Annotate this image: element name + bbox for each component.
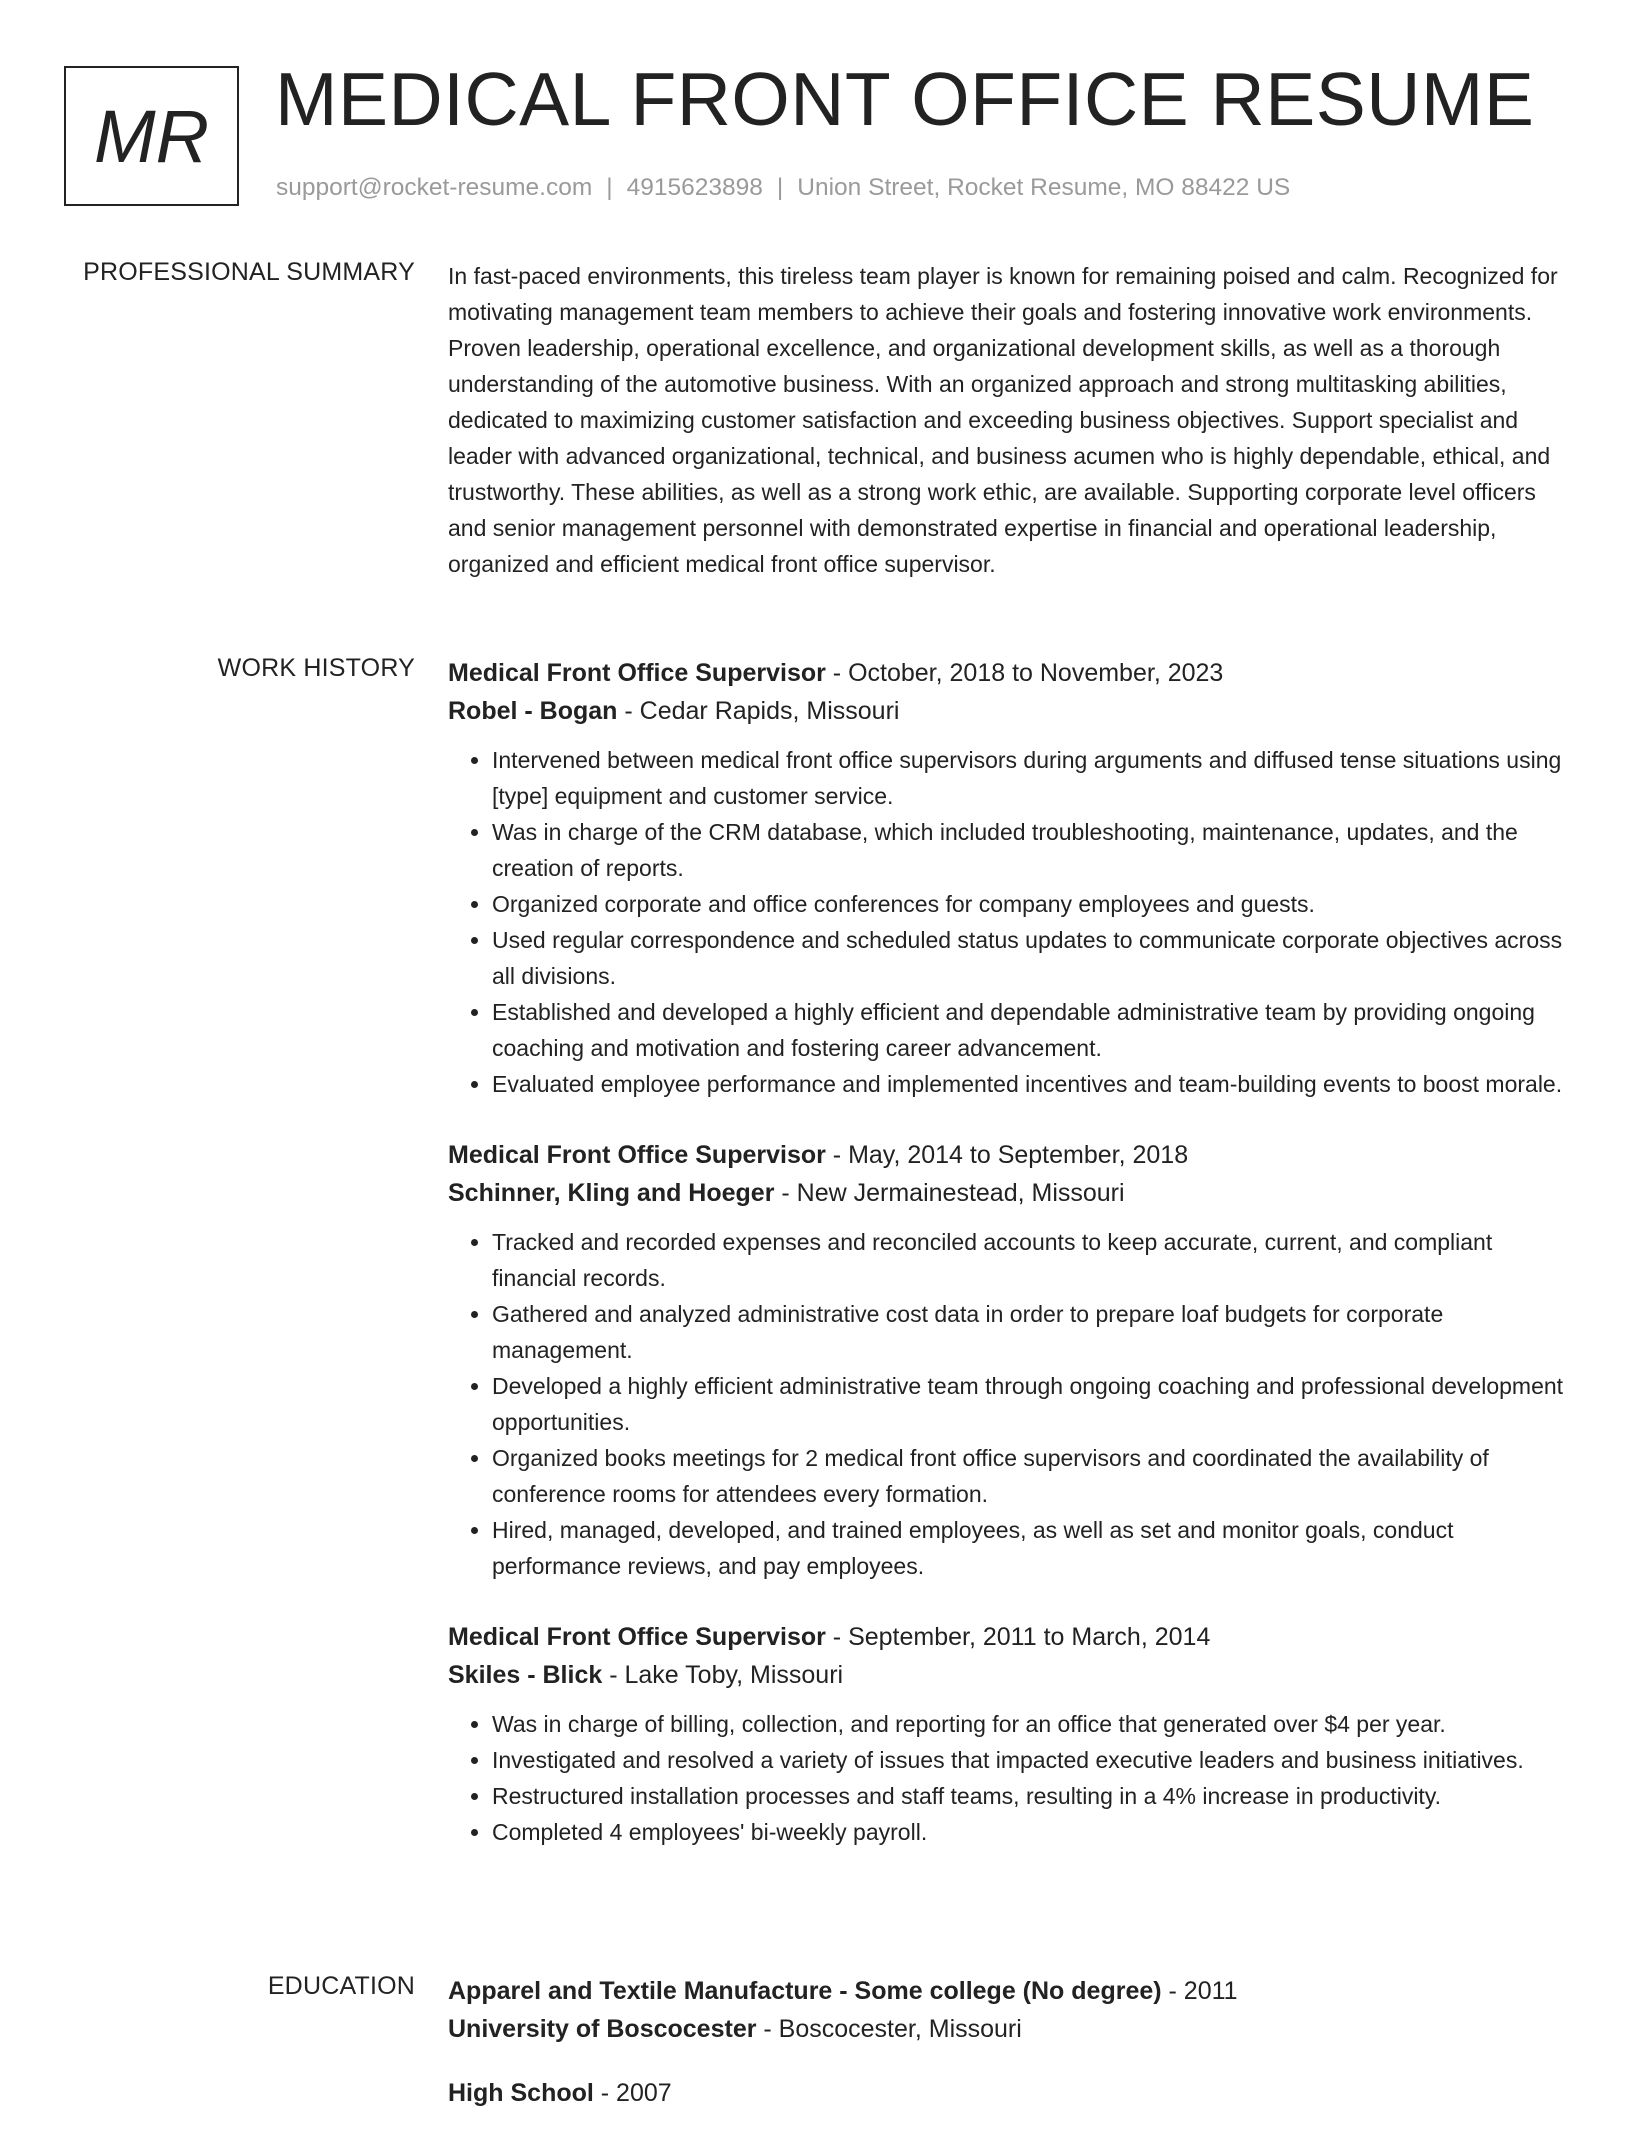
job-bullet: • Organized books meetings for 2 medical front office supervisors and coordinated the availability of conference rooms for attendees every formation. <box>492 1440 1570 1512</box>
job-company-line <box>448 1174 1570 1212</box>
contact-line <box>276 174 1290 202</box>
education-school-line <box>448 2010 1570 2048</box>
education-entry <box>448 2074 1570 2112</box>
job-company-line <box>448 692 1570 730</box>
job-title-line <box>448 1136 1570 1174</box>
education-degree-line <box>448 1972 1570 2010</box>
job-bullet: • Was in charge of billing, collection, and reporting for an office that generated over $4 per year. <box>492 1706 1570 1742</box>
contact-email[interactable]: support@rocket-resume.com <box>276 174 593 201</box>
contact-separator: | <box>606 174 613 201</box>
job-company-line <box>448 1656 1570 1694</box>
job-title: Medical Front Office Supervisor <box>448 1623 826 1651</box>
job-bullet: • Was in charge of the CRM database, which included troubleshooting, maintenance, updates, and the creation of reports. <box>492 814 1570 886</box>
job-bullet: • Established and developed a highly efficient and dependable administrative team by providing ongoing coaching and motivation and fostering career advancement. <box>492 994 1570 1066</box>
monogram-badge: MR <box>64 66 239 206</box>
education-degree-line <box>448 2074 1570 2112</box>
job-entry <box>448 1618 1570 1850</box>
summary-text: In fast-paced environments, this tireless team player is known for remaining poised and calm. Recognized for motivating management team members to achieve their goals and fostering innovative work environments. Proven leadership, operational excellence, and organizational development skills, as well as a thorough understanding of the automotive business. With an organized approach and strong multitasking abilities, dedicated to maximizing customer satisfaction and exceeding business objectives. Support specialist and leader with advanced organizational, technical, and business acumen who is highly dependable, ethical, and trustworthy. These abilities, as well as a strong work ethic, are available. Supporting corporate level officers and senior management personnel with demonstrated expertise in financial and operational leadership, organized and efficient medical front office supervisor. <box>448 263 1558 577</box>
job-bullet: • Investigated and resolved a variety of issues that impacted executive leaders and business initiatives. <box>492 1742 1570 1778</box>
job-company: Skiles - Blick <box>448 1661 603 1689</box>
job-bullet: • Tracked and recorded expenses and reconciled accounts to keep accurate, current, and compliant financial records. <box>492 1224 1570 1296</box>
education-entry <box>448 1972 1570 2048</box>
education-year: - 2007 <box>593 2079 672 2107</box>
section-label-summary: PROFESSIONAL SUMMARY <box>83 258 415 286</box>
job-bullets <box>448 742 1570 1102</box>
job-entry <box>448 1136 1570 1584</box>
job-location: - Cedar Rapids, Missouri <box>617 697 900 725</box>
contact-address: Union Street, Rocket Resume, MO 88422 US <box>797 174 1291 201</box>
job-title: Medical Front Office Supervisor <box>448 659 826 687</box>
job-dates: - October, 2018 to November, 2023 <box>825 659 1224 687</box>
resume-header <box>64 57 1584 216</box>
job-bullet: • Organized corporate and office conferences for company employees and guests. <box>492 886 1570 922</box>
job-title: Medical Front Office Supervisor <box>448 1141 826 1169</box>
education-degree: Apparel and Textile Manufacture - Some college (No degree) <box>448 1977 1162 2005</box>
job-location: - New Jermainestead, Missouri <box>774 1179 1125 1207</box>
job-bullet: • Evaluated employee performance and implemented incentives and team-building events to boost morale. <box>492 1066 1570 1102</box>
education-year: - 2011 <box>1161 1977 1238 2005</box>
job-bullet: • Gathered and analyzed administrative cost data in order to prepare loaf budgets for corporate management. <box>492 1296 1570 1368</box>
work-history-list <box>448 654 1570 1884</box>
education-school: University of Boscocester <box>448 2015 757 2043</box>
job-title-line <box>448 1618 1570 1656</box>
job-bullet: • Hired, managed, developed, and trained employees, as well as set and monitor goals, conduct performance reviews, and pay employees. <box>492 1512 1570 1584</box>
job-location: - Lake Toby, Missouri <box>602 1661 844 1689</box>
job-bullet: • Restructured installation processes and staff teams, resulting in a 4% increase in productivity. <box>492 1778 1570 1814</box>
education-location: - Boscocester, Missouri <box>756 2015 1022 2043</box>
job-bullet: • Intervened between medical front office supervisors during arguments and diffused tense situations using [type] equipment and customer service. <box>492 742 1570 814</box>
contact-separator: | <box>776 174 784 201</box>
job-bullet: • Developed a highly efficient administrative team through ongoing coaching and professional development opportunities. <box>492 1368 1570 1440</box>
job-dates: - May, 2014 to September, 2018 <box>825 1141 1189 1169</box>
job-company: Schinner, Kling and Hoeger <box>448 1179 775 1207</box>
job-dates: - September, 2011 to March, 2014 <box>825 1623 1211 1651</box>
job-company: Robel - Bogan <box>448 697 618 725</box>
section-label-work-history: WORK HISTORY <box>217 654 415 682</box>
job-bullet: • Used regular correspondence and scheduled status updates to communicate corporate objectives across all divisions. <box>492 922 1570 994</box>
education-degree: High School <box>448 2079 594 2107</box>
page-title: MEDICAL FRONT OFFICE RESUME <box>275 57 1535 141</box>
education-list <box>448 1972 1570 2138</box>
job-bullet: • Completed 4 employees' bi-weekly payroll. <box>492 1814 1570 1850</box>
job-bullets <box>448 1224 1570 1584</box>
job-entry <box>448 654 1570 1102</box>
job-title-line <box>448 654 1570 692</box>
section-label-education: EDUCATION <box>267 1972 415 2000</box>
contact-phone[interactable]: 4915623898 <box>626 174 763 201</box>
job-bullets <box>448 1706 1570 1850</box>
